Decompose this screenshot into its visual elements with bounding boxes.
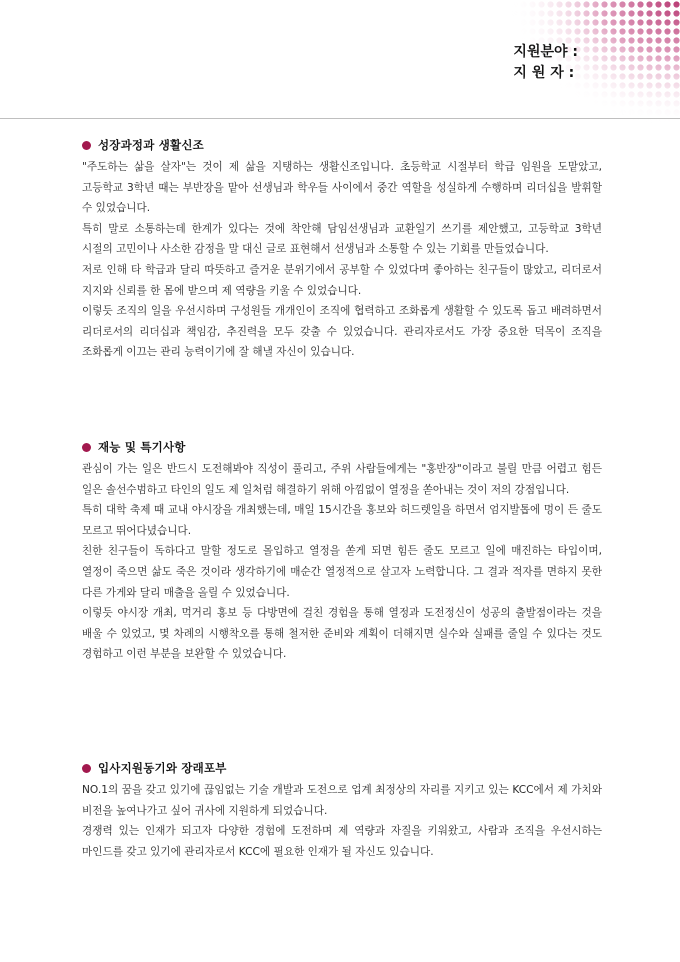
applicant-info xyxy=(513,42,578,84)
paragraph: 관심이 가는 일은 반드시 도전해봐야 직성이 풀리고, 주위 사람들에게는 "홍반장"이라고 불릴 만큼 어렵고 힘든 일은 솔선수범하고 타인의 일도 제 일처럼 해결하기 위해 아낌없이 열정을 쏟아내는 것이 저의 강점입니다. xyxy=(82,463,602,496)
paragraph: 경쟁력 있는 인재가 되고자 다양한 경험에 도전하며 제 역량과 자질을 키워왔고, 사람과 조직을 우선시하는 마인드를 갖고 있기에 관리자로서 KCC에 필요한 인재가 될 자신도 있습니다. xyxy=(82,825,602,858)
paragraph: NO.1의 꿈을 갖고 있기에 끊임없는 기술 개발과 도전으로 업계 최정상의 자리를 지키고 있는 KCC에서 제 가치와 비전을 높여나가고 싶어 귀사에 지원하게 되었습니다. xyxy=(82,784,602,817)
paragraph: 저로 인해 타 학급과 달리 따뜻하고 즐거운 분위기에서 공부할 수 있었다며 좋아하는 친구들이 많았고, 리더로서 지지와 신뢰를 한 몸에 받으며 제 역량을 키울 수 있었습니다. xyxy=(82,263,602,297)
paragraph: 특히 대학 축제 때 교내 야시장을 개최했는데, 매일 15시간을 홍보와 허드렛일을 하면서 엄지발톱에 멍이 든 줄도 모르고 뛰어다녔습니다. xyxy=(82,504,602,537)
bullet-icon xyxy=(82,141,91,150)
bullet-icon xyxy=(82,764,91,773)
bullet-icon xyxy=(82,443,91,452)
field-area-label: 지원분야 : xyxy=(513,44,578,60)
paragraph: "주도하는 삶을 살자"는 것이 제 삶을 지탱하는 생활신조입니다. 초등학교 시절부터 학급 임원을 도맡았고, 고등학교 3학년 때는 부반장을 맡아 선생님과 학우들 사이에서 중간 역할을 성실하게 수행하며 리더십을 발휘할 수 있었습니다. xyxy=(82,161,602,215)
paragraph: 이렇듯 조직의 일을 우선시하며 구성원들 개개인이 조직에 협력하고 조화롭게 생활할 수 있도록 돕고 배려하면서 리더로서의 리더십과 책임감, 추진력을 모두 갖출 수 있었습니다. 관리자로서도 가장 중요한 덕목이 조직을 조화롭게 이끄는 관리 능력이기에 잘 해낼 자신이 있습니다. xyxy=(82,305,602,359)
section-heading xyxy=(82,135,602,155)
paragraph: 특히 말로 소통하는데 한계가 있다는 것에 착안해 담임선생님과 교환일기 쓰기를 제안했고, 고등학교 3학년 시절의 고민이나 사소한 감정을 말 대신 글로 표현해서 선생님과 소통할 수 있는 기회를 만들었습니다. xyxy=(82,222,602,256)
section-title: 입사지원동기와 장래포부 xyxy=(98,761,227,775)
section-growth xyxy=(82,135,602,363)
section-heading xyxy=(82,758,602,778)
section-title: 재능 및 특기사항 xyxy=(98,440,186,454)
section-title: 성장과정과 생활신조 xyxy=(98,138,204,152)
paragraph: 이렇듯 야시장 개최, 먹거리 홍보 등 다방면에 걸친 경험을 통해 열정과 도전정신이 성공의 출발점이라는 것을 배울 수 있었고, 몇 차례의 시행착오를 통해 철저한 준비와 계획이 더해지면 실수와 실패를 줄일 수 있다는 것도 경험하고 이런 부분을 보완할 수 있었습니다. xyxy=(82,607,602,661)
paragraph: 친한 친구들이 독하다고 말할 정도로 몰입하고 열정을 쏟게 되면 힘든 줄도 모르고 일에 매진하는 타입이며, 열정이 죽으면 삶도 죽은 것이라 생각하기에 매순간 열정적으로 살고자 노력합니다. 그 결과 적자를 면하지 못한 다른 가게와 달리 매출을 올릴 수 있었습니다. xyxy=(82,545,602,599)
header-divider xyxy=(0,118,680,119)
section-motivation xyxy=(82,758,602,862)
section-heading xyxy=(82,437,602,457)
applicant-name-label: 지 원 자 : xyxy=(513,65,575,81)
section-talents xyxy=(82,437,602,665)
